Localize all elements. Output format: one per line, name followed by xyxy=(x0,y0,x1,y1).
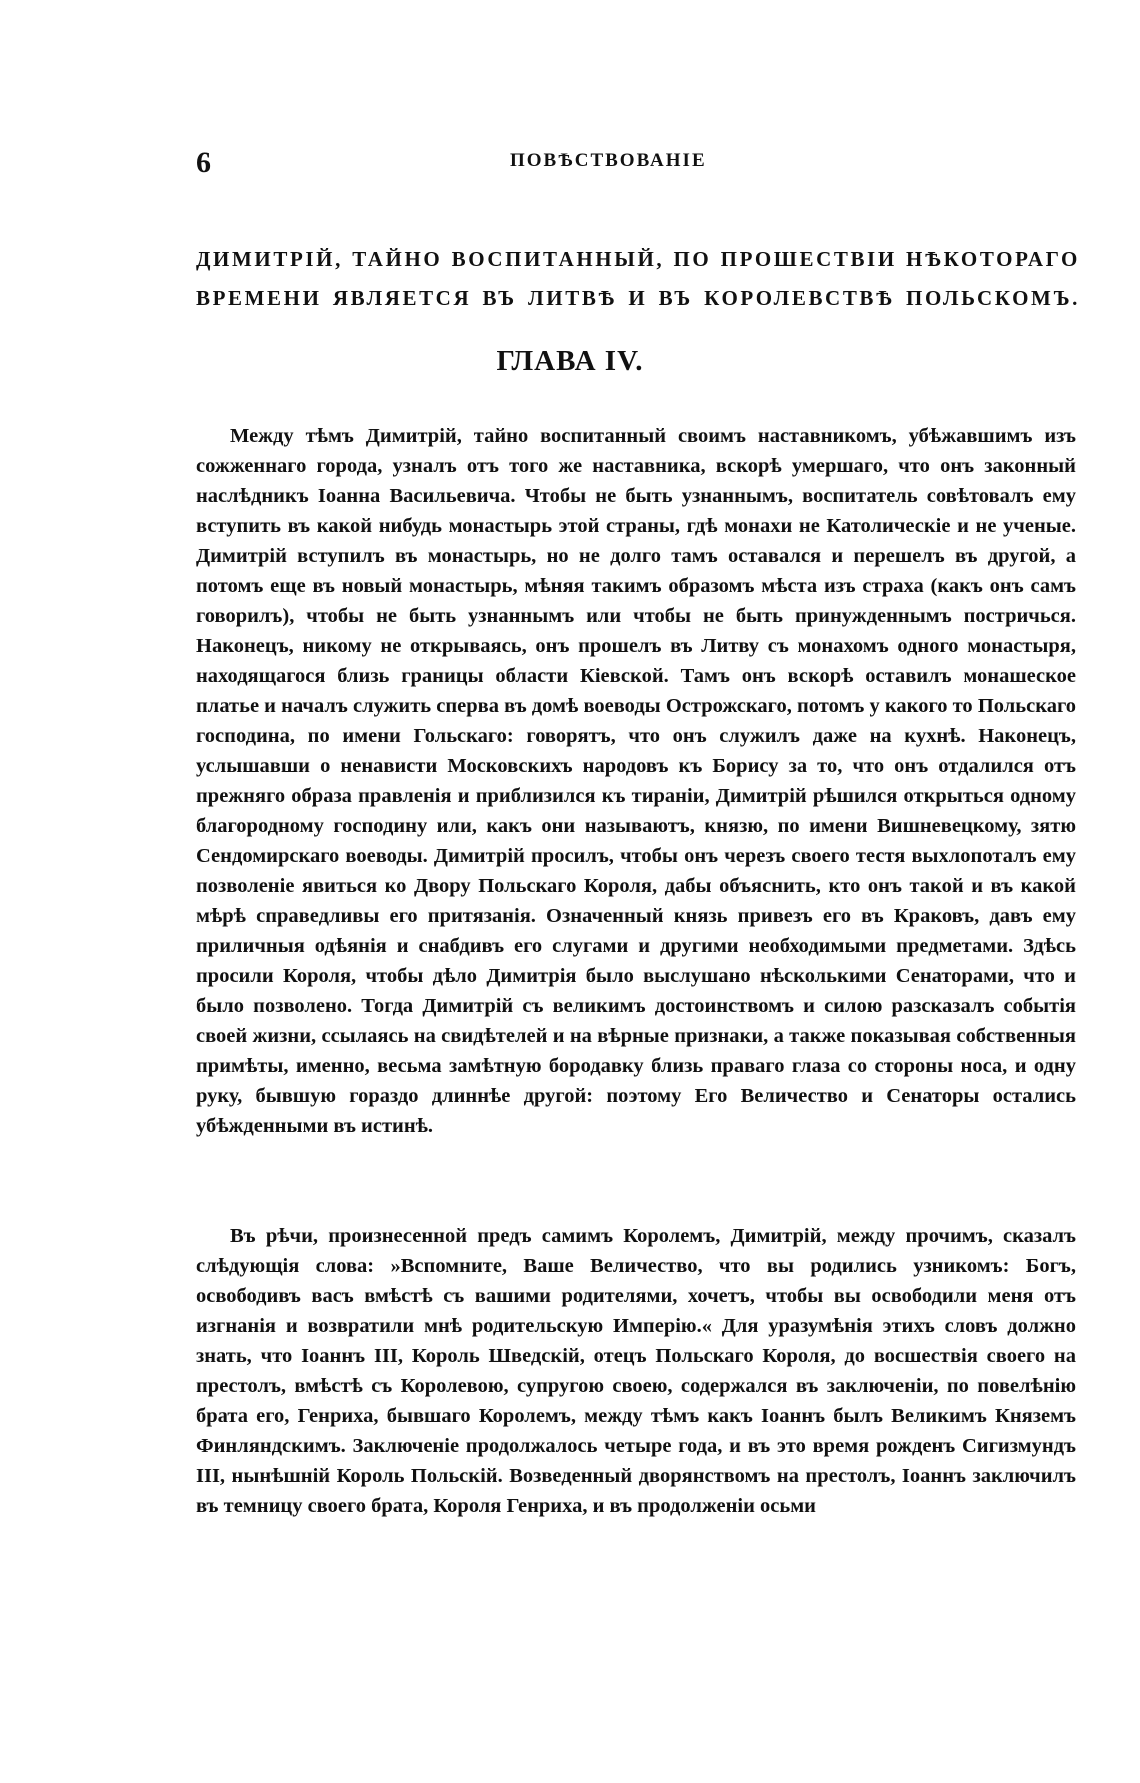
page-number: 6 xyxy=(196,146,211,179)
body-paragraph-1 xyxy=(196,421,1076,1141)
body-paragraph-2 xyxy=(196,1221,1076,1521)
paragraph-text: Въ рѣчи, произнесенной предъ самимъ Королемъ, Димитрій, между прочимъ, сказалъ слѣдующія слова: »Вспомните, Ваше Величество, что вы родились узникомъ: Богъ, освободивъ васъ вмѣстѣ съ вашими родителями, хочетъ, чтобы вы освободили меня отъ изгнанія и возвратили мнѣ родительскую Имперію.« Для уразумѣнія этихъ словъ должно знать, что Іоаннъ III, Король Шведскій, отецъ Польскаго Короля, до восшествія своего на престолъ, вмѣстѣ съ Королевою, супругою своею, содержался въ заключеніи, по повелѣнію брата его, Генриха, бывшаго Королемъ, между тѣмъ какъ Іоаннъ былъ Великимъ Княземъ Финляндскимъ. Заключеніе продолжалось четыре года, и въ это время рожденъ Сигизмундъ III, нынѣшній Король Польскій. Возведенный дворянствомъ на престолъ, Іоаннъ заключилъ въ темницу своего брата, Короля Генриха, и въ продолженіи осьми xyxy=(196,1225,1076,1517)
paragraph-text: Между тѣмъ Димитрій, тайно воспитанный своимъ наставникомъ, убѣжавшимъ изъ сожженнаго города, узналъ отъ того же наставника, вскорѣ умершаго, что онъ законный наслѣдникъ Іоанна Васильевича. Чтобы не быть узнаннымъ, воспитатель совѣтовалъ ему вступить въ какой нибудь монастырь этой страны, гдѣ монахи не Католическіе и не ученые. Димитрій вступилъ въ монастырь, но не долго тамъ оставался и перешелъ въ другой, а потомъ еще въ новый монастырь, мѣняя такимъ образомъ мѣста изъ страха (какъ онъ самъ говорилъ), чтобы не быть узнаннымъ или чтобы не быть принужденнымъ постричься. Наконецъ, никому не открываясь, онъ прошелъ въ Литву съ монахомъ одного монастыря, находящагося близь границы области Кіевской. Тамъ онъ вскорѣ оставилъ монашеское платье и началъ служить сперва въ домѣ воеводы Острожскаго, потомъ у какого то Польскаго господина, по имени Гольскаго: говорятъ, что онъ служилъ даже на кухнѣ. Наконецъ, услышавши о ненависти Московскихъ народовъ къ Борису за то, что онъ отдалился отъ прежняго образа правленія и приблизился къ тираніи, Димитрій рѣшился открыться одному благородному господину или, какъ они называютъ, князю, по имени Вишневецкому, зятю Сендомирскаго воеводы. Димитрій просилъ, чтобы онъ черезъ своего тестя выхлопоталъ ему позволеніе явиться ко Двору Польскаго Короля, дабы объяснить, кто онъ такой и въ какой мѣрѣ справедливы его притязанія. Означенный князь привезъ его въ Краковъ, давъ ему приличныя одѣянія и снабдивъ его слугами и другими необходимыми предметами. Здѣсь просили Короля, чтобы дѣло Димитрія было выслушано нѣсколькими Сенаторами, что и было позволено. Тогда Димитрій съ великимъ достоинствомъ и силою разсказалъ событія своей жизни, ссылаясь на свидѣтелей и на вѣрные признаки, а также показывая собственныя примѣты, именно, весьма замѣтную бородавку близь праваго глаза со стороны носа, и одну руку, бывшую гораздо длиннѣе другой: поэтому Его Величество и Сенаторы остались убѣжденными въ истинѣ. xyxy=(196,425,1076,1137)
chapter-title: ГЛАВА IV. xyxy=(496,345,644,377)
chapter-summary: ДИМИТРІЙ, ТАЙНО ВОСПИТАННЫЙ, ПО ПРОШЕСТВІИ НѢКОТОРАГО ВРЕМЕНИ ЯВЛЯЕТСЯ ВЪ ЛИТВѢ И ВЪ КОРОЛЕВСТВѢ ПОЛЬСКОМЪ. xyxy=(196,247,1080,310)
running-title: ПОВѢСТВОВАНІЕ xyxy=(510,150,707,171)
